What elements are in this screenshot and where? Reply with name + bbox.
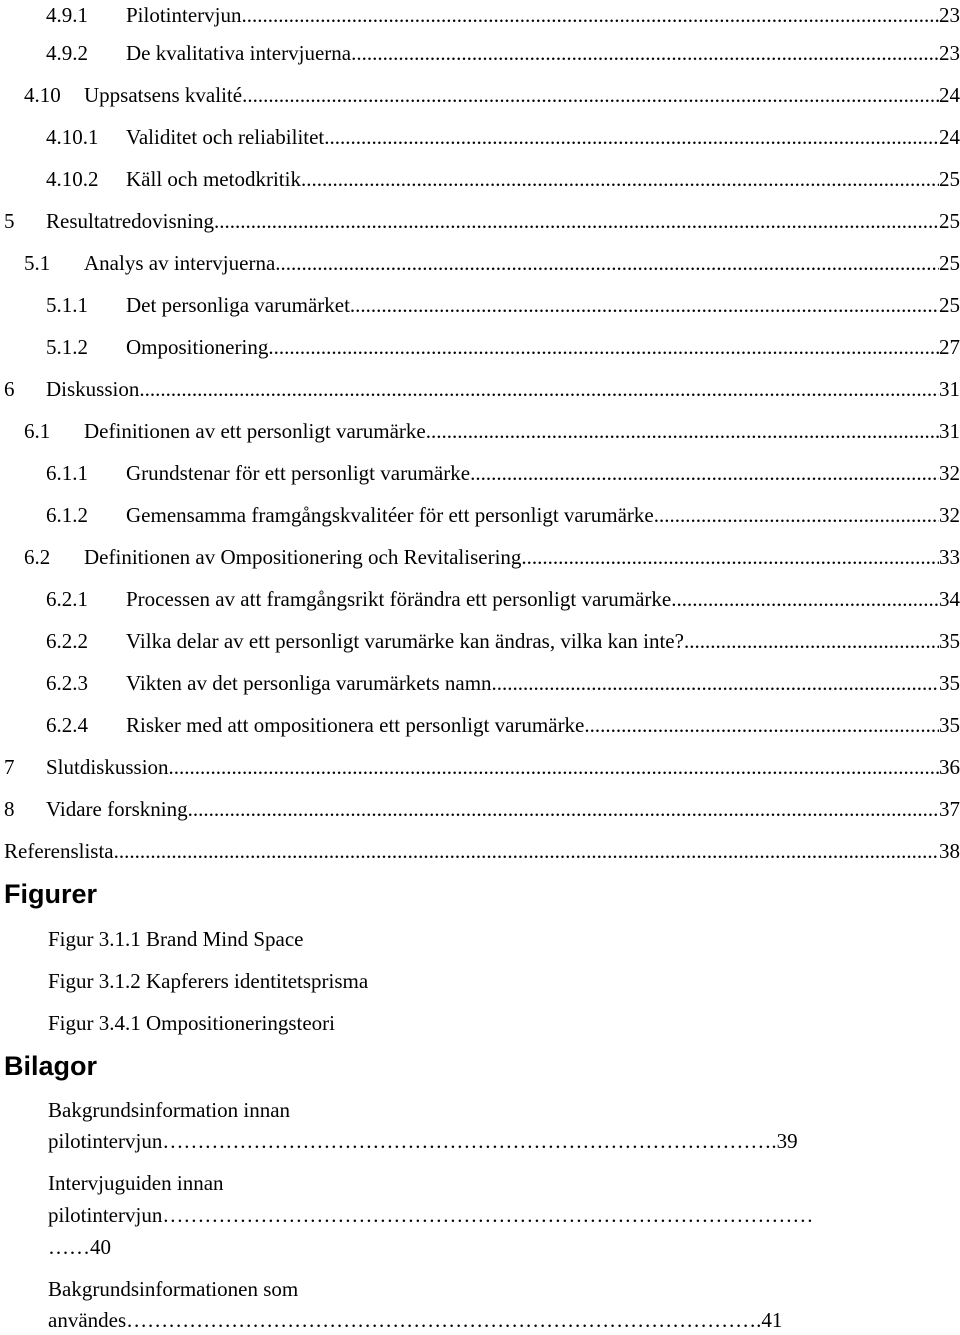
toc-dot-leader (169, 752, 939, 782)
toc-dot-leader (426, 416, 939, 446)
toc-entry[interactable] (0, 164, 960, 194)
toc-dot-leader (324, 122, 939, 152)
toc-dot-leader (268, 332, 939, 362)
toc-entry[interactable] (0, 248, 960, 278)
figure-item-1: Figur 3.1.1 Brand Mind Space (48, 927, 304, 951)
toc-entry-number: 4.9.2 (46, 41, 88, 65)
toc-entry-title: Referenslista (4, 839, 114, 863)
figure-item-3: Figur 3.4.1 Ompositioneringsteori (48, 1011, 335, 1035)
toc-entry[interactable] (0, 122, 960, 152)
toc-entry[interactable] (0, 584, 960, 614)
toc-entry-page: 35 (939, 671, 960, 695)
toc-entry-title: Resultatredovisning (46, 209, 214, 233)
appendix-2-leader: ………………………………………………………………………………… (162, 1203, 814, 1227)
toc-entry[interactable] (0, 626, 960, 656)
toc-entry-title: Ompositionering (126, 335, 269, 359)
toc-entry-number: 6 (4, 377, 15, 401)
toc-entry-line (46, 206, 960, 236)
toc-entry-number: 4.10.2 (46, 167, 99, 191)
toc-entry[interactable] (0, 836, 960, 866)
toc-entry-line (84, 416, 960, 446)
toc-dot-leader (684, 626, 939, 656)
toc-entry-number: 6.1.2 (46, 503, 88, 527)
toc-entry[interactable] (0, 290, 960, 320)
toc-entry[interactable] (0, 458, 960, 488)
toc-entry-title: Pilotintervjun (126, 3, 242, 27)
toc-entry[interactable] (0, 374, 960, 404)
toc-entry-page: 35 (939, 629, 960, 653)
toc-dot-leader (139, 374, 939, 404)
toc-entry-title: Vikten av det personliga varumärkets namn (126, 671, 492, 695)
toc-entry-line (46, 374, 960, 404)
toc-entry-line (46, 794, 960, 824)
toc-entry-line (46, 752, 960, 782)
toc-entry-number: 6.2 (24, 545, 51, 569)
toc-entry[interactable] (0, 332, 960, 362)
toc-entry-line (126, 458, 960, 488)
toc-entry-page: 31 (939, 377, 960, 401)
toc-entry-number: 6.2.4 (46, 713, 88, 737)
toc-entry-page: 25 (939, 209, 960, 233)
toc-entry-title: Definitionen av ett personligt varumärke (84, 419, 426, 443)
toc-entry-title: Analys av intervjuerna (84, 251, 276, 275)
toc-entry-line (126, 668, 960, 698)
appendix-2-line3: ……40 (48, 1235, 111, 1259)
toc-entry-number: 5 (4, 209, 15, 233)
toc-entry[interactable] (0, 752, 960, 782)
appendix-1-title: pilotintervjun (48, 1129, 163, 1153)
appendix-1-line1: Bakgrundsinformation innan (48, 1098, 291, 1122)
toc-entry-title: Risker med att ompositionera ett personligt varumärke (126, 713, 585, 737)
toc-entry-line (126, 332, 960, 362)
toc-dot-leader (521, 542, 939, 572)
toc-entry-line (126, 0, 960, 30)
toc-entry-line (126, 710, 960, 740)
toc-entry-title: Det personliga varumärket (126, 293, 350, 317)
figures-heading: Figurer (4, 879, 98, 909)
toc-entry-title: Vidare forskning (46, 797, 188, 821)
toc-entry[interactable] (0, 500, 960, 530)
toc-entry-line (84, 248, 960, 278)
toc-entry-page: 25 (939, 251, 960, 275)
toc-entry-title: Definitionen av Ompositionering och Revitalisering (84, 545, 522, 569)
toc-entry-number: 6.2.1 (46, 587, 88, 611)
toc-entry-line (126, 122, 960, 152)
toc-entry-page: 38 (939, 839, 960, 863)
toc-entry-page: 35 (939, 713, 960, 737)
appendix-3-page: .41 (756, 1308, 783, 1332)
toc-entry[interactable] (0, 668, 960, 698)
appendix-2-title: pilotintervjun (48, 1203, 163, 1227)
toc-entry-page: 31 (939, 419, 960, 443)
toc-entry-page: 33 (939, 545, 960, 569)
toc-dot-leader (671, 584, 939, 614)
toc-dot-leader (214, 206, 939, 236)
toc-dot-leader (584, 710, 939, 740)
toc-entry-line (4, 836, 960, 866)
toc-dot-leader (350, 290, 939, 320)
toc-dot-leader (275, 248, 939, 278)
toc-entry[interactable] (0, 794, 960, 824)
toc-entry-title: Processen av att framgångsrikt förändra ett personligt varumärke (126, 587, 672, 611)
appendix-2-line1: Intervjuguiden innan (48, 1171, 224, 1195)
toc-entry-line (126, 584, 960, 614)
toc-dot-leader (114, 836, 939, 866)
toc-dot-leader (351, 38, 939, 68)
appendix-3-title: användes (48, 1308, 127, 1332)
toc-entry-line (126, 38, 960, 68)
appendix-2-line2 (48, 1200, 948, 1230)
toc-entry-number: 6.2.2 (46, 629, 88, 653)
toc-entry-page: 25 (939, 293, 960, 317)
toc-dot-leader (492, 668, 939, 698)
toc-entry-line (126, 164, 960, 194)
toc-entry[interactable] (0, 710, 960, 740)
toc-entry-title: Validitet och reliabilitet (126, 125, 325, 149)
toc-entry-number: 5.1.2 (46, 335, 88, 359)
appendix-3-leader: ……………………………………………………………………………… (126, 1308, 757, 1332)
toc-entry-page: 24 (939, 83, 960, 107)
toc-entry-number: 5.1.1 (46, 293, 88, 317)
toc-entry-line (84, 80, 960, 110)
toc-entry-number: 4.10.1 (46, 125, 99, 149)
toc-entry-page: 24 (939, 125, 960, 149)
toc-entry-page: 27 (939, 335, 960, 359)
toc-entry-number: 4.10 (24, 83, 61, 107)
toc-entry-page: 23 (939, 41, 960, 65)
toc-entry[interactable] (0, 38, 960, 68)
toc-entry-title: De kvalitativa intervjuerna (126, 41, 352, 65)
toc-entry[interactable] (0, 80, 960, 110)
toc-entry-title: Vilka delar av ett personligt varumärke kan ändras, vilka kan inte? (126, 629, 684, 653)
toc-entry-page: 32 (939, 503, 960, 527)
toc-dot-leader (654, 500, 939, 530)
toc-entry-page: 23 (939, 3, 960, 27)
toc-entry-number: 4.9.1 (46, 3, 88, 27)
appendices-heading: Bilagor (4, 1051, 98, 1081)
toc-entry-page: 25 (939, 167, 960, 191)
toc-entry-page: 34 (939, 587, 960, 611)
toc-entry-number: 7 (4, 755, 15, 779)
appendix-1-page: .39 (771, 1129, 798, 1153)
toc-dot-leader (188, 794, 939, 824)
appendix-3-line1: Bakgrundsinformationen som (48, 1277, 299, 1301)
toc-entry[interactable] (0, 542, 960, 572)
toc-entry-title: Gemensamma framgångskvalitéer för ett personligt varumärke (126, 503, 654, 527)
figure-item-2: Figur 3.1.2 Kapferers identitetsprisma (48, 969, 369, 993)
toc-entry-title: Käll och metodkritik (126, 167, 301, 191)
toc-entry-line (84, 542, 960, 572)
toc-entry-number: 8 (4, 797, 15, 821)
toc-entry-title: Diskussion (46, 377, 140, 401)
toc-entry-line (126, 500, 960, 530)
toc-entry-number: 6.1 (24, 419, 51, 443)
toc-entry-number: 5.1 (24, 251, 51, 275)
toc-entry-title: Uppsatsens kvalité (84, 83, 243, 107)
toc-entry-number: 6.2.3 (46, 671, 88, 695)
toc-dot-leader (242, 0, 940, 30)
toc-dot-leader (301, 164, 939, 194)
toc-entry[interactable] (0, 0, 960, 30)
toc-entry-title: Slutdiskussion (46, 755, 169, 779)
toc-entry-title: Grundstenar för ett personligt varumärke (126, 461, 471, 485)
toc-entry[interactable] (0, 206, 960, 236)
toc-entry-line (126, 290, 960, 320)
appendix-3-line2 (48, 1305, 948, 1335)
appendix-1-line2 (48, 1126, 948, 1156)
toc-dot-leader (242, 80, 939, 110)
toc-entry-line (126, 626, 960, 656)
toc-entry-number: 6.1.1 (46, 461, 88, 485)
toc-dot-leader (470, 458, 939, 488)
appendix-1-leader: …………………………………………………………………………… (162, 1129, 772, 1153)
toc-entry-page: 36 (939, 755, 960, 779)
toc-entry[interactable] (0, 416, 960, 446)
toc-entry-page: 32 (939, 461, 960, 485)
toc-entry-page: 37 (939, 797, 960, 821)
